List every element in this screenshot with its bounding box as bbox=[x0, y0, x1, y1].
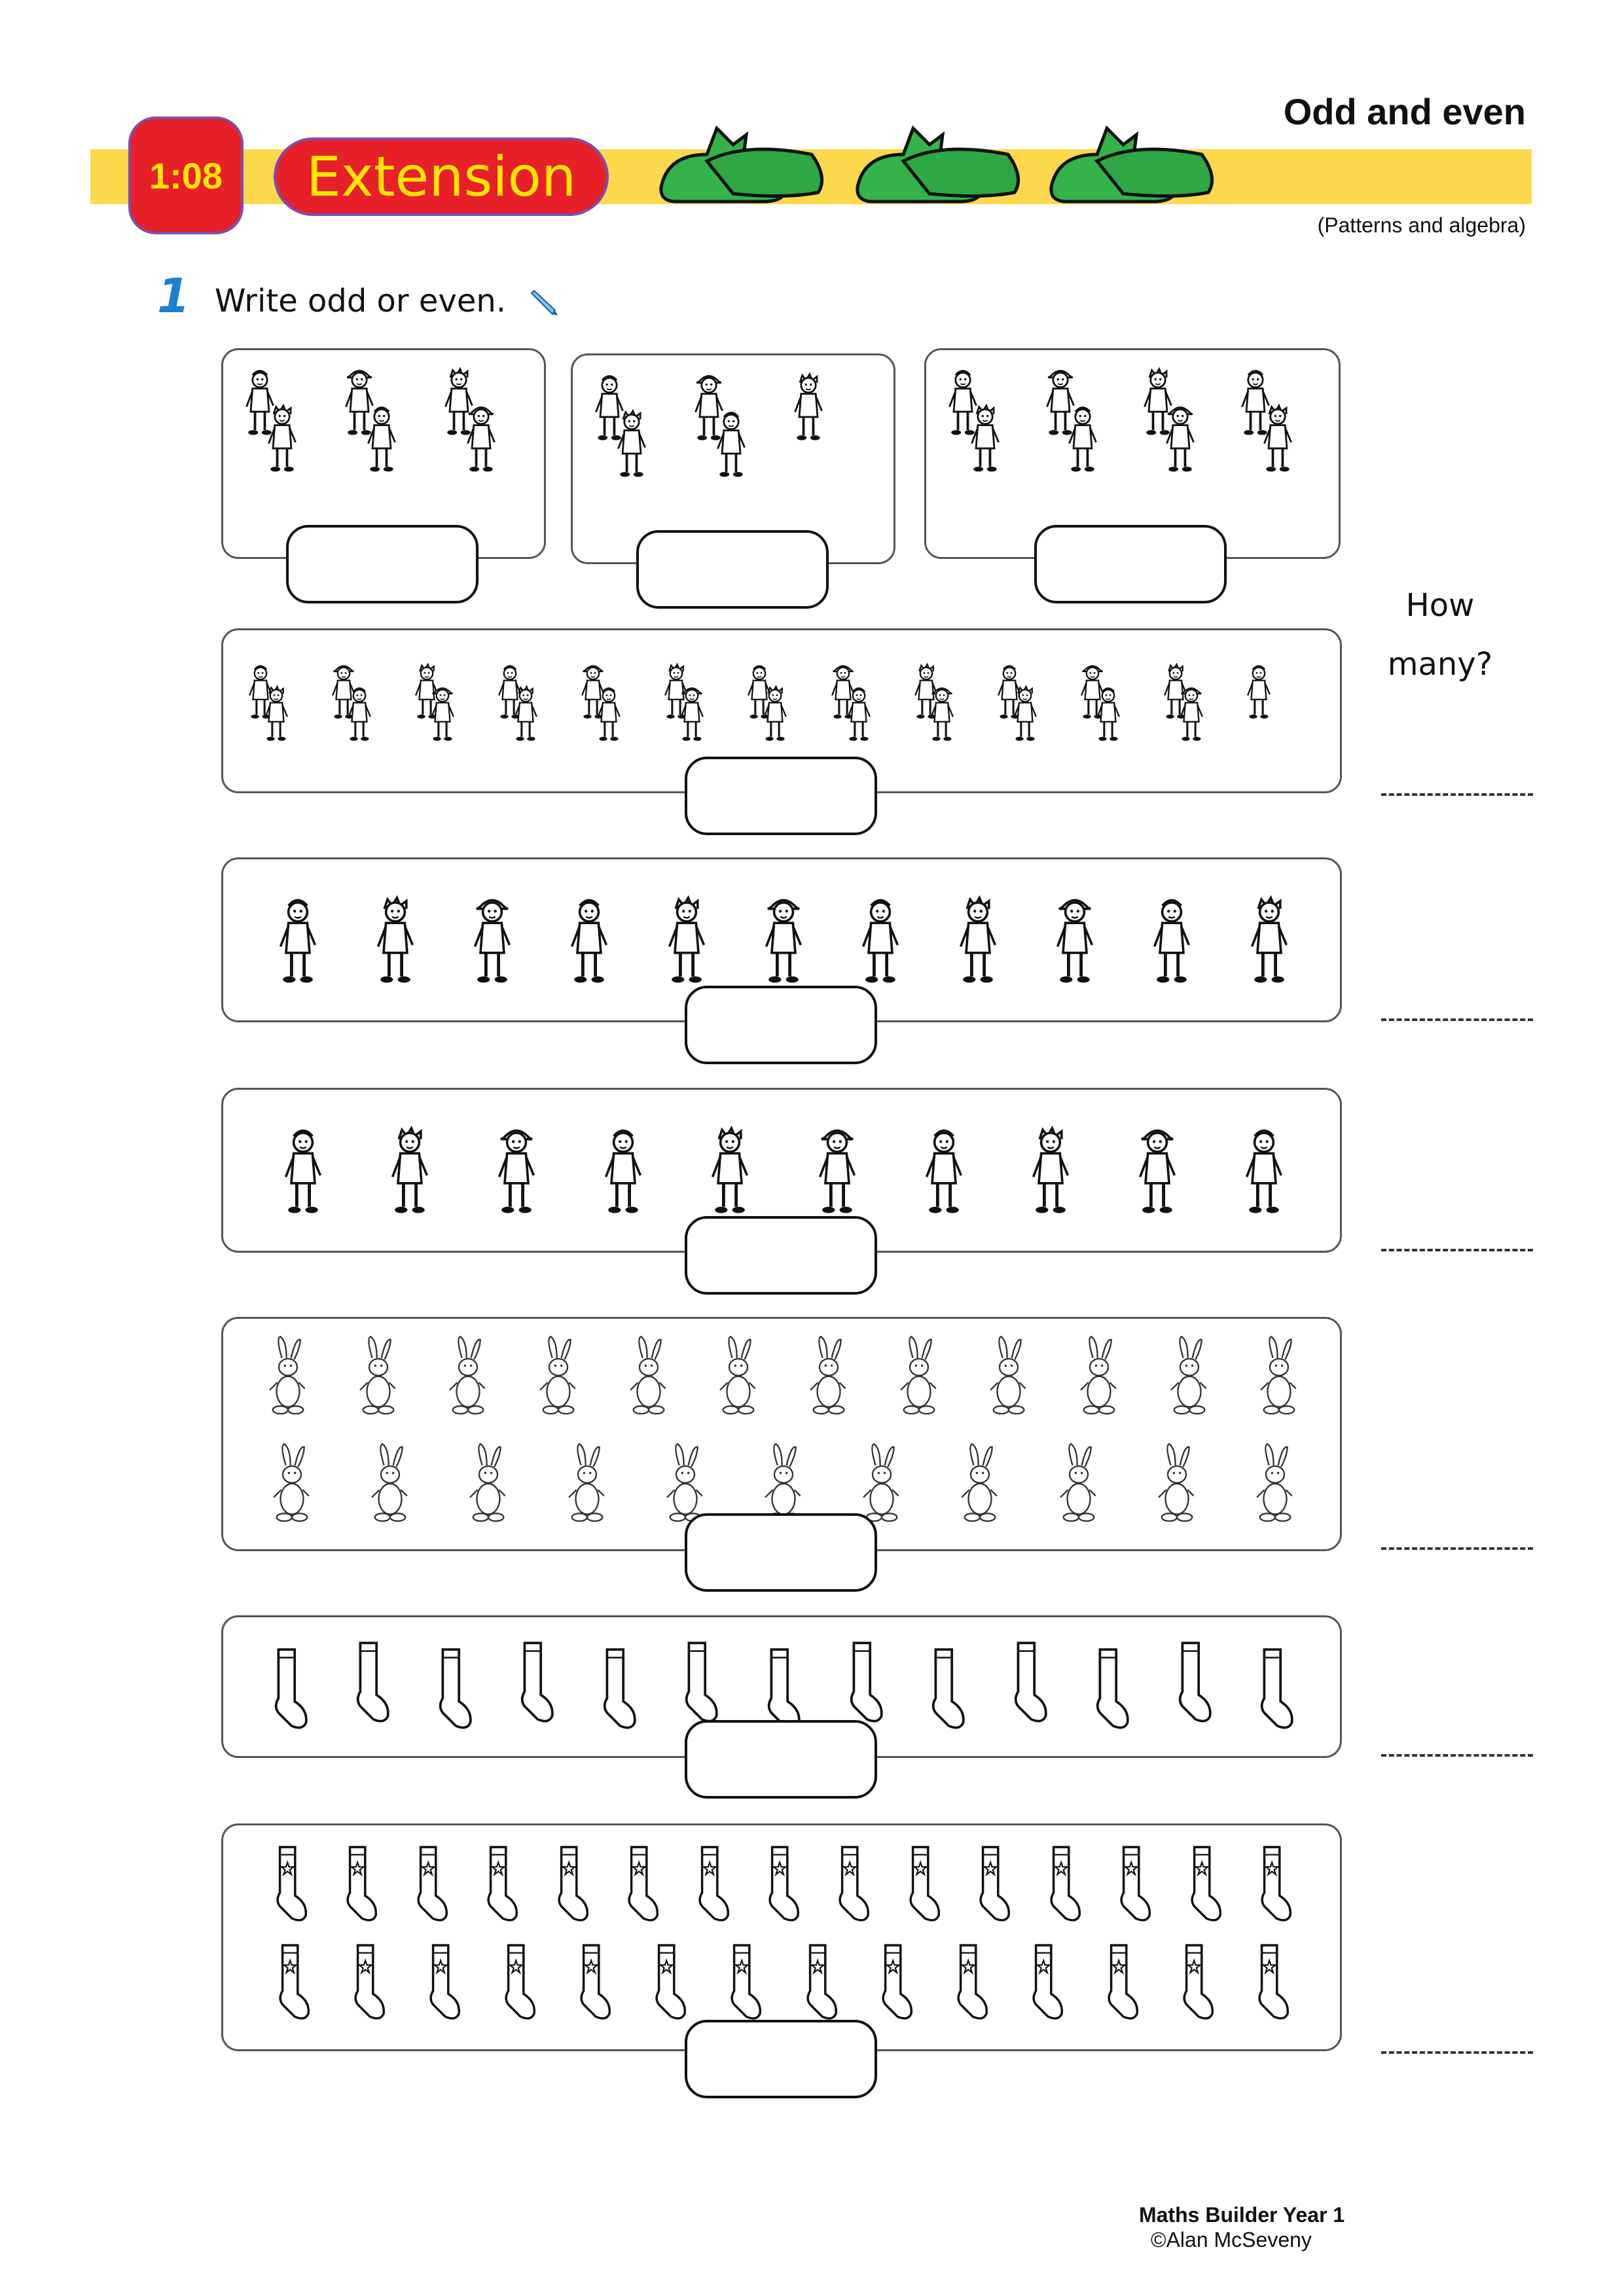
star-sock-figure bbox=[905, 1842, 943, 1926]
child-figure bbox=[1148, 883, 1195, 1001]
sock-figure bbox=[1174, 1637, 1215, 1729]
child-figure bbox=[264, 400, 300, 480]
star-sock-figure bbox=[501, 1941, 539, 2024]
child-figure bbox=[1010, 679, 1040, 751]
answer-box[interactable] bbox=[685, 757, 877, 835]
child-figure bbox=[1134, 1113, 1181, 1231]
star-sock-figure bbox=[803, 1941, 840, 2024]
how-many-line2: many? bbox=[1387, 646, 1493, 683]
sock-figure bbox=[1010, 1637, 1051, 1729]
star-sock-figure bbox=[350, 1941, 388, 2024]
sock-figure bbox=[1256, 1643, 1297, 1735]
rabbit-figure bbox=[445, 1328, 491, 1426]
rabbit-figure bbox=[265, 1328, 311, 1426]
child-figure bbox=[386, 1113, 433, 1231]
strand-label: (Patterns and algebra) bbox=[1317, 213, 1526, 237]
rabbit-figure bbox=[269, 1435, 315, 1534]
child-figure bbox=[1240, 1113, 1288, 1231]
child-figure bbox=[954, 883, 1001, 1001]
sock-figure bbox=[352, 1637, 393, 1729]
rabbit-figure bbox=[715, 1328, 761, 1426]
rabbits-grid bbox=[243, 1328, 1324, 1544]
rabbit-figure bbox=[806, 1328, 852, 1426]
star-sock-figure bbox=[695, 1842, 732, 1926]
child-figure bbox=[677, 679, 707, 751]
pencil-icon bbox=[529, 285, 560, 317]
star-sock-figure bbox=[1028, 1941, 1066, 2024]
child-figure bbox=[344, 679, 374, 751]
child-figure bbox=[427, 679, 458, 751]
star-sock-figure bbox=[554, 1842, 592, 1926]
answer-box[interactable] bbox=[685, 1720, 877, 1799]
child-figure bbox=[663, 883, 710, 1001]
socks-row bbox=[249, 1630, 1318, 1735]
child-figure bbox=[1162, 400, 1199, 480]
star-sock-figure bbox=[953, 1941, 991, 2024]
star-sock-figure bbox=[1116, 1842, 1154, 1926]
child-figure bbox=[967, 400, 1003, 480]
child-figure bbox=[1093, 679, 1123, 751]
child-figure bbox=[920, 1113, 967, 1231]
child-figure bbox=[363, 400, 400, 480]
question-instruction: Write odd or even. bbox=[215, 283, 507, 319]
answer-box[interactable] bbox=[685, 986, 877, 1064]
star-sock-figure bbox=[835, 1842, 873, 1926]
rabbit-figure bbox=[1252, 1435, 1298, 1534]
shoes-icon bbox=[851, 115, 1028, 213]
star-sock-figure bbox=[1179, 1941, 1217, 2024]
rabbit-figure bbox=[465, 1435, 511, 1534]
child-figure bbox=[372, 883, 419, 1001]
children-group bbox=[586, 368, 884, 519]
star-sock-figure bbox=[975, 1842, 1013, 1926]
child-figure bbox=[261, 679, 291, 751]
answer-box[interactable] bbox=[286, 525, 478, 603]
child-figure bbox=[1027, 1113, 1074, 1231]
children-group bbox=[236, 363, 535, 514]
how-many-answer-line[interactable] bbox=[1381, 2051, 1533, 2054]
answer-box[interactable] bbox=[685, 1216, 877, 1295]
how-many-answer-line[interactable] bbox=[1381, 1547, 1533, 1550]
child-figure bbox=[613, 405, 650, 485]
rabbit-figure bbox=[1154, 1435, 1200, 1534]
star-sock-figure bbox=[624, 1842, 662, 1926]
sock-figure bbox=[1092, 1643, 1132, 1735]
child-figure bbox=[511, 679, 541, 751]
child-figure bbox=[927, 679, 957, 751]
sock-figure bbox=[516, 1637, 557, 1729]
star-sock-figure bbox=[425, 1941, 463, 2024]
how-many-answer-line[interactable] bbox=[1381, 1249, 1533, 1251]
child-figure bbox=[1244, 656, 1274, 728]
star-sock-figure bbox=[413, 1842, 451, 1926]
sock-figure bbox=[270, 1643, 311, 1735]
sock-figure bbox=[846, 1637, 886, 1729]
rabbit-figure bbox=[986, 1328, 1032, 1426]
star-sock-figure bbox=[727, 1941, 765, 2024]
star-sock-figure bbox=[272, 1842, 310, 1926]
sock-figure bbox=[681, 1637, 721, 1729]
answer-box[interactable] bbox=[636, 530, 829, 609]
answer-box[interactable] bbox=[685, 1513, 877, 1592]
child-figure bbox=[857, 883, 904, 1001]
shoes-icon bbox=[655, 115, 831, 213]
sock-figure bbox=[599, 1643, 640, 1735]
footer-book-title: Maths Builder Year 1 bbox=[1139, 2203, 1345, 2227]
star-socks-grid bbox=[256, 1842, 1311, 2039]
how-many-label bbox=[1375, 576, 1506, 694]
child-figure bbox=[760, 883, 807, 1001]
child-figure bbox=[493, 1113, 540, 1231]
star-sock-figure bbox=[1104, 1941, 1142, 2024]
star-sock-figure bbox=[1254, 1941, 1292, 2024]
child-figure bbox=[814, 1113, 861, 1231]
child-figure bbox=[274, 883, 321, 1001]
how-many-answer-line[interactable] bbox=[1381, 793, 1533, 796]
child-figure bbox=[1064, 400, 1101, 480]
rabbit-figure bbox=[1076, 1328, 1122, 1426]
child-figure bbox=[1176, 679, 1206, 751]
child-figure bbox=[600, 1113, 647, 1231]
rabbit-figure bbox=[1166, 1328, 1212, 1426]
rabbit-figure bbox=[957, 1435, 1003, 1534]
child-figure bbox=[1051, 883, 1098, 1001]
star-sock-figure bbox=[576, 1941, 614, 2024]
rabbit-figure bbox=[367, 1435, 413, 1534]
star-sock-figure bbox=[1187, 1842, 1225, 1926]
child-figure bbox=[713, 405, 749, 485]
rabbit-figure bbox=[1256, 1328, 1302, 1426]
child-figure bbox=[760, 679, 790, 751]
star-sock-figure bbox=[878, 1941, 916, 2024]
rabbit-figure bbox=[535, 1328, 581, 1426]
page-title: Odd and even bbox=[1283, 91, 1526, 132]
rabbit-figure bbox=[355, 1328, 401, 1426]
child-figure bbox=[594, 679, 624, 751]
shoes-icon bbox=[1045, 115, 1221, 213]
how-many-answer-line[interactable] bbox=[1381, 1018, 1533, 1021]
child-figure bbox=[1259, 400, 1296, 480]
answer-box[interactable] bbox=[1034, 525, 1227, 603]
star-sock-figure bbox=[1257, 1842, 1295, 1926]
child-figure bbox=[844, 679, 874, 751]
star-sock-figure bbox=[483, 1842, 521, 1926]
child-figure bbox=[469, 883, 516, 1001]
rabbit-figure bbox=[564, 1435, 610, 1534]
star-sock-figure bbox=[765, 1842, 803, 1926]
section-label: Extension bbox=[274, 137, 609, 216]
children-group bbox=[939, 363, 1329, 514]
question-number: 1 bbox=[157, 268, 190, 323]
child-figure bbox=[790, 368, 827, 448]
lesson-code-badge: 1:08 bbox=[128, 117, 244, 234]
answer-box[interactable] bbox=[685, 2020, 877, 2098]
children-row bbox=[243, 650, 1324, 768]
child-figure bbox=[463, 400, 499, 480]
star-sock-figure bbox=[651, 1941, 689, 2024]
how-many-line1: How bbox=[1405, 587, 1475, 624]
picture-panel bbox=[221, 1823, 1342, 2051]
rabbit-figure bbox=[896, 1328, 942, 1426]
sock-figure bbox=[928, 1643, 968, 1735]
star-sock-figure bbox=[275, 1941, 313, 2024]
star-sock-figure bbox=[1046, 1842, 1084, 1926]
child-figure bbox=[1246, 883, 1293, 1001]
child-figure bbox=[280, 1113, 327, 1231]
rabbit-figure bbox=[1056, 1435, 1102, 1534]
how-many-answer-line[interactable] bbox=[1381, 1754, 1533, 1757]
child-figure bbox=[566, 883, 613, 1001]
star-sock-figure bbox=[342, 1842, 380, 1926]
footer-copyright: ©Alan McSeveny bbox=[1151, 2228, 1312, 2251]
sock-figure bbox=[435, 1643, 475, 1735]
rabbit-figure bbox=[626, 1328, 672, 1426]
child-figure bbox=[706, 1113, 753, 1231]
